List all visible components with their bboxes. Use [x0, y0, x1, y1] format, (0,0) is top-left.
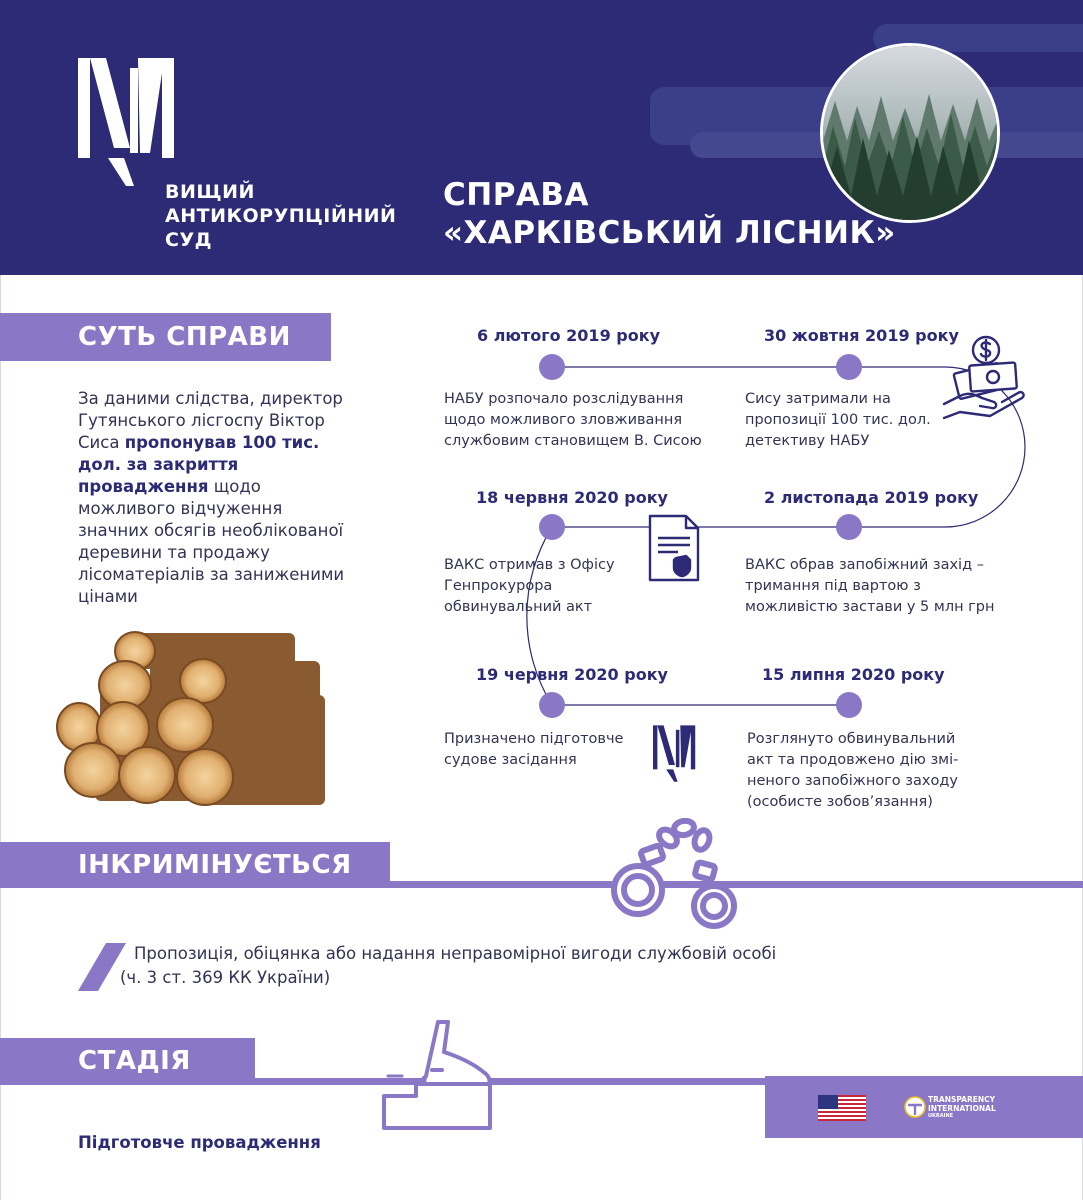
essence-text-part: За даними слідства, директор Гутянського лісгоспу Віктор Сиса	[78, 389, 343, 452]
forest-photo	[820, 43, 1000, 223]
essence-text-part: щодо можливого відчуження значних обсягів необлікованої деревини та продажу лісоматеріалів за заниженими цінами	[78, 477, 345, 606]
court-name-line: СУД	[165, 229, 213, 251]
timeline-dot	[836, 692, 862, 718]
timeline-dot	[836, 514, 862, 540]
timeline-dot	[539, 692, 565, 718]
timeline-date: 19 червня 2020 року	[476, 665, 668, 684]
timeline-dot	[836, 354, 862, 380]
court-emblem-icon	[653, 725, 697, 783]
section-stage-heading: СТАДІЯ	[0, 1038, 255, 1084]
charge-description	[120, 942, 776, 990]
bribe-money-icon	[942, 332, 1030, 422]
timeline-date: 2 листопада 2019 року	[764, 488, 979, 507]
timeline-dot	[539, 354, 565, 380]
timeline-date: 30 жовтня 2019 року	[764, 326, 959, 345]
ti-line: INTERNATIONAL	[928, 1103, 996, 1113]
timeline-dot	[539, 514, 565, 540]
title-line-2: «ХАРКІВСЬКИЙ ЛІСНИК»	[443, 215, 896, 251]
logs-image	[55, 625, 330, 815]
ti-line: UKRAINE	[928, 1113, 954, 1119]
section-charges-heading: ІНКРИМІНУЄТЬСЯ	[0, 842, 390, 888]
timeline-date: 18 червня 2020 року	[476, 488, 668, 507]
timeline-description: Призначено підготовче судове засідання	[444, 731, 624, 768]
us-flag-icon	[818, 1095, 866, 1121]
indictment-document-icon	[648, 514, 700, 582]
timeline-description: ВАКС обрав запобіжний захід – тримання під вартою з можливістю застави у 5 млн грн	[745, 557, 995, 615]
timeline-description: ВАКС отримав з Офісу Генпрокурора обвинувальний акт	[444, 557, 615, 615]
section-essence-heading: СУТЬ СПРАВИ	[0, 313, 331, 361]
court-emblem-icon	[78, 58, 178, 188]
charge-article: (ч. 3 ст. 369 КК України)	[120, 968, 331, 987]
essence-text-highlight: пропонував 100 тис. дол. за закриття провадження	[78, 433, 320, 496]
ti-line: TRANSPARENCY	[928, 1095, 996, 1104]
stepping-foot-icon	[382, 1018, 494, 1130]
timeline-date: 15 липня 2020 року	[762, 665, 945, 684]
charge-line: Пропозиція, обіцянка або надання неправомірної вигоди службовій особі	[134, 944, 777, 963]
court-name-line: АНТИКОРУПЦІЙНИЙ	[165, 205, 397, 227]
court-name	[165, 180, 396, 252]
stage-value: Підготовче провадження	[78, 1133, 321, 1152]
title-line-1: СПРАВА	[443, 177, 590, 213]
slash-marker-icon	[78, 943, 126, 991]
timeline-description: Розглянуто обвинувальний акт та продовжено дію змі- неного запобіжного заходу (особисте зобов’язання)	[747, 731, 959, 810]
page-title	[443, 176, 896, 252]
timeline-description: Сису затримали на пропозиції 100 тис. дол. детективу НАБУ	[745, 391, 931, 449]
timeline-description: НАБУ розпочало розслідування щодо можливого зловживання службовим становищем В. Сисою	[444, 391, 702, 449]
essence-text	[78, 388, 358, 608]
transparency-international-logo-icon	[904, 1096, 926, 1118]
header-banner	[0, 0, 1083, 275]
transparency-international-name	[928, 1096, 996, 1119]
handcuffs-icon	[608, 818, 748, 930]
court-name-line: ВИЩИЙ	[165, 181, 255, 203]
timeline-date: 6 лютого 2019 року	[477, 326, 660, 345]
